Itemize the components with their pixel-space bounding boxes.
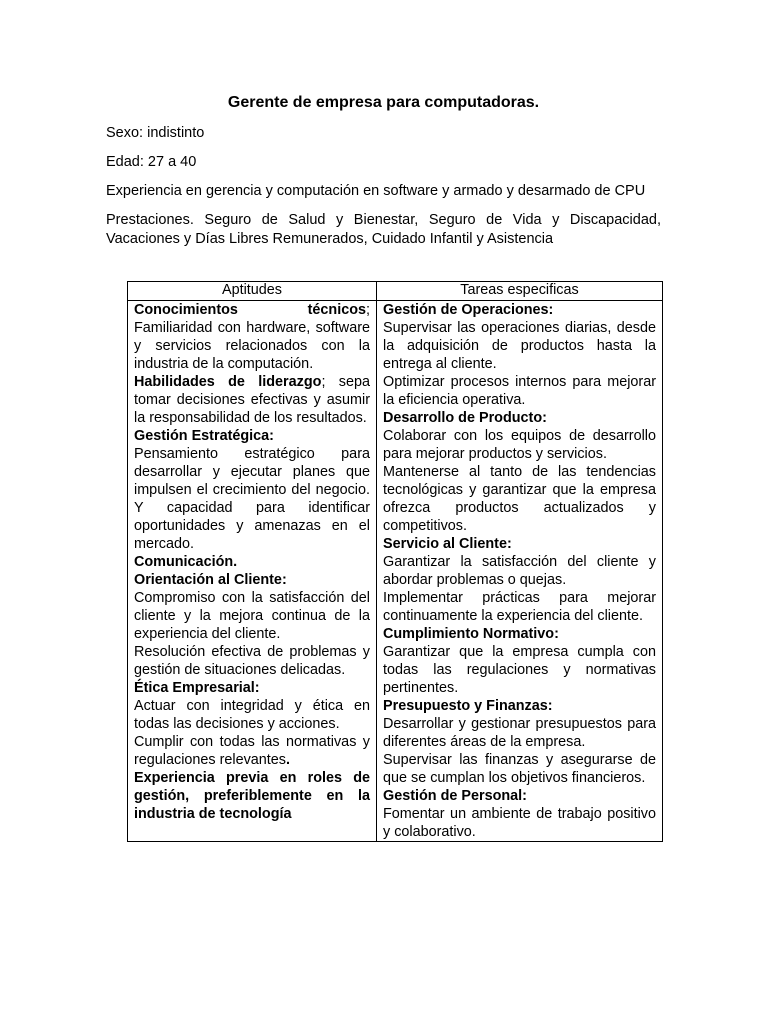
presupuesto-text-2: Supervisar las finanzas y asegurarse de que se cumplan los objetivos financieros. <box>383 752 656 786</box>
servicio-heading: Servicio al Cliente: <box>383 536 512 552</box>
tareas-cell <box>377 301 663 842</box>
cliente-text-2: Resolución efectiva de problemas y gestión de situaciones delicadas. <box>134 644 370 678</box>
personal-text: Fomentar un ambiente de trabajo positivo y colaborativo. <box>383 806 656 840</box>
operaciones-text-2: Optimizar procesos internos para mejorar la eficiencia operativa. <box>383 374 656 408</box>
conocimientos-separator: ; <box>366 302 370 318</box>
etica-text-2: Cumplir con todas las normativas y regulaciones relevantes <box>134 734 370 768</box>
etica-text-1: Actuar con integridad y ética en todas las decisiones y acciones. <box>134 698 370 732</box>
table-row <box>128 301 663 842</box>
operaciones-heading: Gestión de Operaciones: <box>383 302 554 318</box>
estrategica-text: Pensamiento estratégico para desarrollar y ejecutar planes que impulsen el crecimiento del negocio. Y capacidad para identificar oportunidades y amenazas en el mercado. <box>134 446 370 552</box>
page-title: Gerente de empresa para computadoras. <box>227 94 540 111</box>
liderazgo-heading: Habilidades de liderazgo <box>134 374 322 390</box>
experiencia-line: Experiencia en gerencia y computación en software y armado y desarmado de CPU <box>106 183 646 199</box>
conocimientos-text: Familiaridad con hardware, software y servicios relacionados con la industria de la computación. <box>134 320 370 372</box>
operaciones-text-1: Supervisar las operaciones diarias, desde la adquisición de productos hasta la entrega al cliente. <box>383 320 656 372</box>
conocimientos-heading: Conocimientos técnicos <box>134 302 366 318</box>
normativo-text: Garantizar que la empresa cumpla con todas las regulaciones y normativas pertinentes. <box>383 644 656 696</box>
etica-text-2-block <box>134 733 370 769</box>
header-aptitudes: Aptitudes <box>128 282 377 301</box>
personal-heading: Gestión de Personal: <box>383 788 527 804</box>
producto-heading: Desarrollo de Producto: <box>383 410 547 426</box>
document-page <box>106 92 661 259</box>
etica-heading: Ética Empresarial: <box>134 680 260 696</box>
cliente-heading: Orientación al Cliente: <box>134 572 287 588</box>
producto-text-1: Colaborar con los equipos de desarrollo para mejorar productos y servicios. <box>383 428 656 462</box>
presupuesto-heading: Presupuesto y Finanzas: <box>383 698 553 714</box>
etica-dot: . <box>286 752 290 768</box>
aptitudes-cell <box>128 301 377 842</box>
prestaciones-line: Prestaciones. Seguro de Salud y Bienestar, Seguro de Vida y Discapacidad, Vacaciones y Días Libres Remunerados, Cuidado Infantil y Asistencia <box>106 212 661 247</box>
liderazgo-text: ; sepa tomar decisiones efectivas y asumir la responsabilidad de los resultados. <box>134 374 371 426</box>
aptitudes-tareas-table <box>127 281 663 842</box>
comunicacion-heading: Comunicación. <box>134 554 238 570</box>
presupuesto-text-1: Desarrollar y gestionar presupuestos para diferentes áreas de la empresa. <box>383 716 656 750</box>
cliente-text-1: Compromiso con la satisfacción del cliente y la mejora continua de la experiencia del cliente. <box>134 590 370 642</box>
conocimientos-block <box>134 301 370 373</box>
servicio-text-1: Garantizar la satisfacción del cliente y abordar problemas o quejas. <box>383 554 656 588</box>
table-header-row <box>128 282 663 301</box>
estrategica-heading: Gestión Estratégica: <box>134 428 274 444</box>
normativo-heading: Cumplimiento Normativo: <box>383 626 559 642</box>
edad-line: Edad: 27 a 40 <box>106 154 197 170</box>
experiencia-heading: Experiencia previa en roles de gestión, preferiblemente en la industria de tecnología <box>134 770 370 822</box>
producto-text-2: Mantenerse al tanto de las tendencias tecnológicas y garantizar que la empresa ofrezca productos actualizados y competitivos. <box>383 464 656 534</box>
header-tareas: Tareas especificas <box>377 282 663 301</box>
sexo-line: Sexo: indistinto <box>106 125 205 141</box>
liderazgo-block <box>134 373 370 427</box>
servicio-text-2: Implementar prácticas para mejorar continuamente la experiencia del cliente. <box>383 590 656 624</box>
